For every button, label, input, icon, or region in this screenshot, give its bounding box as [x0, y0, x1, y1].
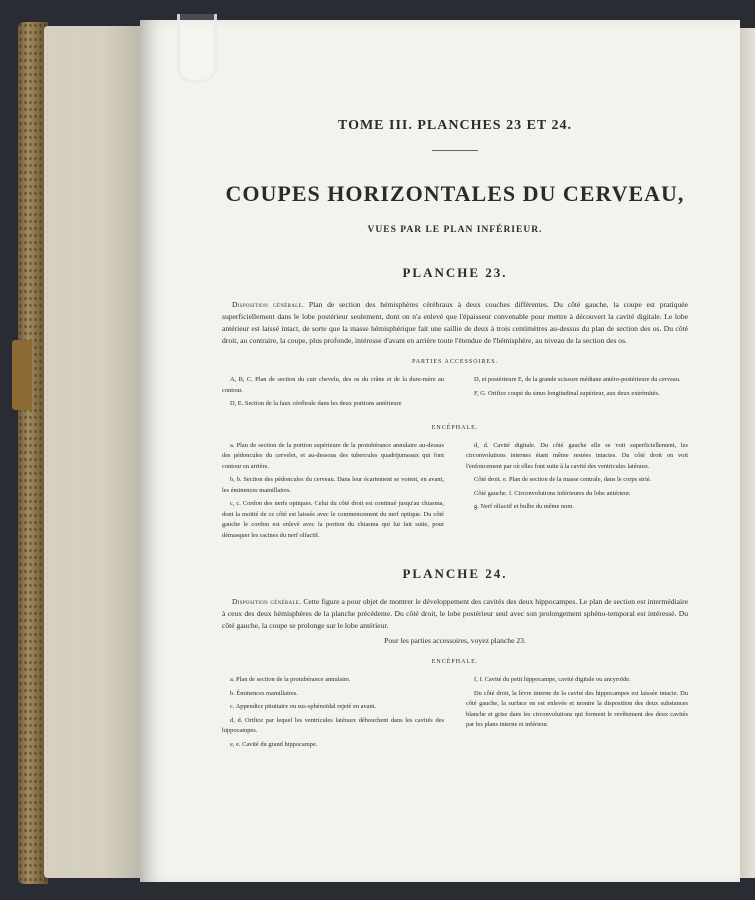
page-clip — [177, 14, 217, 83]
accessoires-columns — [222, 375, 688, 413]
list-item: d, d. Orifice par lequel les ventricules latéraux débouchent dans les cavités des hippocampes. — [222, 716, 444, 734]
disposition-label: Disposition générale. — [232, 300, 305, 309]
list-item: d, d. Cavité digitale. Du côté gauche elle se voit superficiellement, les circonvolutions internes étant même restées intactes. Du côté droit on voit l'enfoncement par où elles font suite à la cavité des ventricules latéraux. — [466, 441, 688, 470]
page-title: COUPES HORIZONTALES DU CERVEAU, — [225, 181, 685, 206]
tome-header: TOME III. PLANCHES 23 ET 24. — [337, 118, 573, 133]
disposition-label: Disposition générale. — [232, 597, 302, 606]
list-item: F, G. Orifice coupé du sinus longitudinal supérieur, aux deux extrémités. — [474, 389, 660, 397]
disposition-text: Cette figure a pour objet de montrer le développement des cavités des deux hippocampes. Le plan de section est intermédiaire à ceux des deux hémisphères de la planche précédente. Du côté droit, le lobe postérieur seul avec son prolongement sphéno-temporal est intéressé. Du côté gauche, la coupe se prolonge sur le lobe antérieur. — [222, 597, 688, 630]
encephale-label-24: ENCÉPHALE. — [431, 659, 479, 665]
planche-23-heading: PLANCHE 23. — [402, 265, 508, 280]
planche-24-heading: PLANCHE 24. — [402, 566, 508, 581]
encephale-left-column-24 — [222, 675, 444, 753]
list-item: e, e. Cavité du grand hippocampe. — [230, 740, 318, 748]
encephale-columns-23 — [222, 441, 688, 545]
list-item: Côté gauche. f. Circonvolutions inférieures du lobe antérieur. — [474, 489, 631, 497]
page-stack — [44, 26, 144, 878]
accessoires-left-column — [222, 375, 444, 413]
encephale-right-column-23 — [466, 441, 688, 545]
list-item: c. Appendice pituitaire ou sus-sphénoïdal rejeté en avant. — [230, 703, 377, 710]
list-item: f, f. Cavité du petit hippocampe, cavité digitale ou ancyroïde. — [474, 676, 631, 683]
encephale-columns-24 — [222, 675, 688, 753]
list-item: c, c. Cordon des nerfs optiques. Celui du côté droit est continué jusqu'au chiasma, dont la moitié de ce côté est laissée avec le commencement du nerf optique. Du côté gauche le cordon est enlevé avec la portion du chiasma qui lui fait suite, pour démasquer les racines du nerf olfactif. — [222, 500, 444, 539]
accessoires-label: PARTIES ACCESSOIRES. — [411, 359, 499, 365]
accessoires-right-column — [466, 375, 688, 413]
encephale-label-23: ENCÉPHALE. — [431, 424, 479, 431]
list-item: a. Plan de section de la protubérance annulaire. — [230, 676, 351, 683]
list-item: D, E. Section de la faux cérébrale dans les deux portions antérieure — [230, 400, 402, 407]
planche-24-note: Pour les parties accessoires, voyez planche 23. — [384, 636, 526, 645]
facing-page-edge — [738, 28, 755, 878]
planche-23-disposition — [222, 299, 688, 347]
bookmark-tab — [12, 340, 32, 410]
list-item: g. Nerf olfactif et bulbe du même nom. — [474, 503, 574, 510]
list-item: Du côté droit, la lèvre interne de la cavité des hippocampes est laissée intacte. Du côté gauche, la surface en est enlevée et montre la disposition des deux substances blanche et grise dans les circonvolutions qui forment le revêtement des deux cavités par les plans interne et inférieur. — [466, 689, 688, 728]
list-item: b, b. Section des pédoncules du cerveau. Dans leur écartement se voient, en avant, les éminences mamillaires. — [222, 476, 444, 494]
encephale-left-column-23 — [222, 441, 444, 545]
list-item: b. Éminences mamillaires. — [230, 689, 298, 697]
encephale-right-column-24 — [466, 675, 688, 753]
page-content — [222, 112, 688, 753]
list-item: D, et postérieure E, de la grande scissure médiane antéro-postérieure du cerveau. — [474, 376, 681, 383]
list-item: a. Plan de section de la portion supérieure de la protubérance annulaire au-dessus des pédoncules du cervelet, et au-dessous des tubercules quadrijumeaux qui font contour en arrière. — [222, 441, 444, 470]
planche-24-disposition — [222, 596, 688, 632]
page-subtitle: VUES PAR LE PLAN INFÉRIEUR. — [367, 225, 543, 235]
header-rule — [432, 150, 478, 151]
disposition-text: Plan de section des hémisphères cérébraux à deux couches différentes. Du côté gauche, la coupe est pratiquée superficiellement dans le lobe postérieur seulement, dont on n'a enlevé que l'épaisseur convenable pour mettre à découvert la cavité digitale. Le lobe antérieur est laissé intact, de sorte que la masse hémisphérique fait une saillie de deux à trois centimètres au-dessus du plan de section des os. Du côté droit, au contraire, la coupe, plus profonde, intéresse d'avant en arrière toute l'étendue de l'hémisphère, au niveau de la section des os. — [222, 300, 688, 345]
list-item: A, B, C. Plan de section du cuir chevelu, des os du crâne et de la dure-mère au contour. — [222, 376, 444, 394]
list-item: Côté droit. e. Plan de section de la masse centrale, dans le corps strié. — [474, 476, 652, 483]
